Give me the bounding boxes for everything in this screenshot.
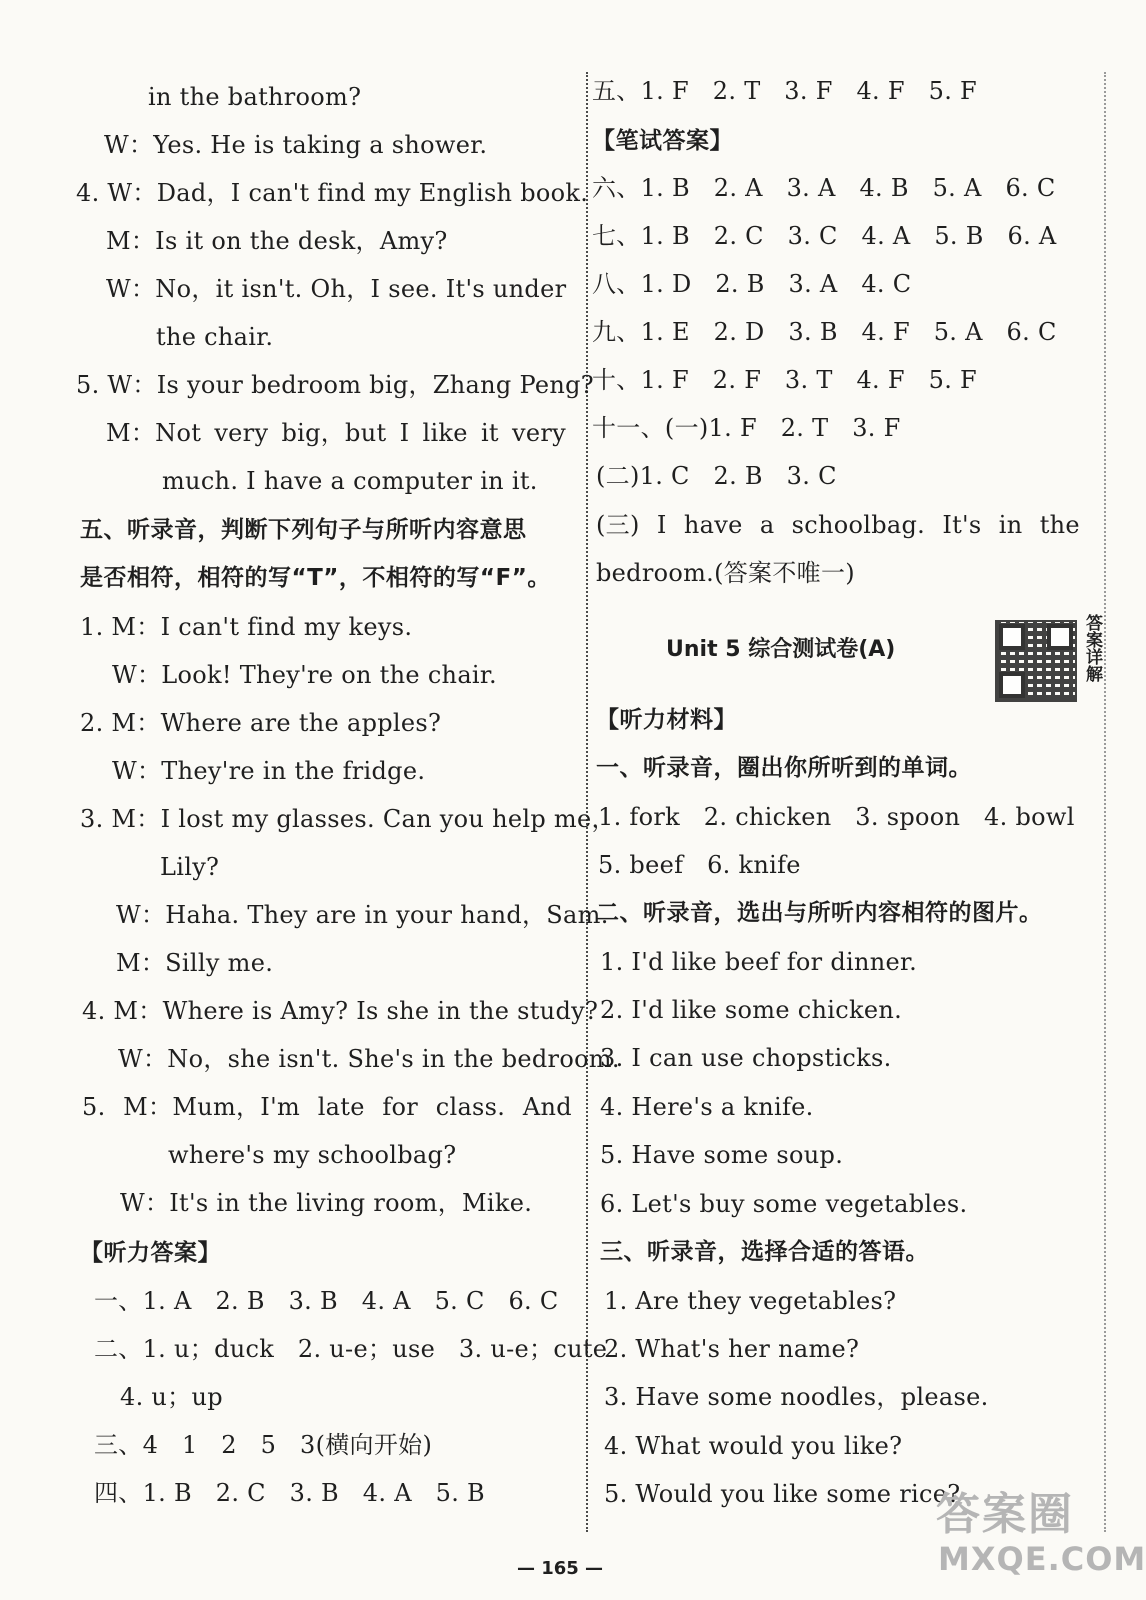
word: it <box>480 419 499 447</box>
word: a <box>759 511 775 539</box>
text-line: where's my schoolbag? <box>168 1141 457 1169</box>
word: M：Not <box>106 419 202 447</box>
text-line: 3. Have some noodles，please. <box>604 1383 989 1411</box>
word: like <box>422 419 468 447</box>
text-line: 1. M：I can't find my keys. <box>80 613 413 641</box>
text-line: 4. W：Dad，I can't find my English book. <box>76 179 589 207</box>
answer-line: bedroom.(答案不唯一) <box>596 559 855 587</box>
text-line: W：Haha. They are in your hand，Sam. <box>116 901 609 929</box>
section-heading: 五、听录音，判断下列句子与所听内容意思 <box>80 517 527 543</box>
text-line: W：They're in the fridge. <box>112 757 426 785</box>
section-heading: 是否相符，相符的写“T”，不相符的写“F”。 <box>80 565 551 591</box>
text-line: 2. What's her name? <box>604 1335 860 1363</box>
text-line: much. I have a computer in it. <box>162 467 538 495</box>
answer-line <box>596 510 1080 540</box>
unit-title: Unit 5 综合测试卷(A) <box>666 637 896 662</box>
word: schoolbag. <box>791 511 926 539</box>
word: have <box>683 511 743 539</box>
text-line: 5. Have some soup. <box>600 1141 844 1169</box>
watermark-logo <box>930 1478 1146 1588</box>
text-line: 1. I'd like beef for dinner. <box>600 948 918 976</box>
answer-line: 4. u；up <box>120 1383 223 1411</box>
text-line: 2. I'd like some chicken. <box>600 996 903 1024</box>
qr-label: 答案详解 <box>1082 614 1102 682</box>
answer-line: 五、1. F 2. T 3. F 4. F 5. F <box>592 77 978 105</box>
answer-line: 三、4 1 2 5 3(横向开始) <box>94 1431 433 1459</box>
word: And <box>522 1093 572 1121</box>
text-line: 6. Let's buy some vegetables. <box>600 1190 968 1218</box>
section-heading: 【笔试答案】 <box>592 128 733 154</box>
word: the <box>1039 511 1080 539</box>
text-line: 4. Here's a knife. <box>600 1093 814 1121</box>
word: late <box>317 1093 365 1121</box>
answer-line: 十一、(一)1. F 2. T 3. F <box>592 414 901 442</box>
text-line: 2. M：Where are the apples? <box>80 709 442 737</box>
word: big，but <box>281 419 387 447</box>
text-line <box>82 1092 572 1122</box>
page-number: — 165 — <box>516 1558 604 1579</box>
text-line <box>106 418 566 448</box>
section-heading: 【听力答案】 <box>80 1240 221 1266</box>
text-line: W：It's in the living room，Mike. <box>120 1189 533 1217</box>
text-line: 5. Would you like some rice? <box>604 1480 961 1508</box>
word: 5. <box>82 1093 106 1121</box>
word: in <box>998 511 1023 539</box>
word: very <box>512 419 566 447</box>
text-line: W：Yes. He is taking a shower. <box>104 131 488 159</box>
answer-line: 六、1. B 2. A 3. A 4. B 5. A 6. C <box>592 174 1056 202</box>
section-heading: 一、听录音，圈出你所听到的单词。 <box>596 755 972 781</box>
text-line: M：Silly me. <box>116 949 274 977</box>
text-line: 5. W：Is your bedroom big，Zhang Peng? <box>76 371 594 399</box>
answer-line: 八、1. D 2. B 3. A 4. C <box>592 270 912 298</box>
right-column <box>586 0 1120 1540</box>
qr-corner <box>999 624 1025 650</box>
answer-line: 九、1. E 2. D 3. B 4. F 5. A 6. C <box>592 318 1057 346</box>
word: class. <box>435 1093 506 1121</box>
answer-line: 七、1. B 2. C 3. C 4. A 5. B 6. A <box>592 222 1057 250</box>
text-line: 1. fork 2. chicken 3. spoon 4. bowl <box>598 803 1075 831</box>
qr-code[interactable] <box>995 620 1077 702</box>
text-line: in the bathroom? <box>148 83 362 111</box>
section-heading: 【听力材料】 <box>596 707 737 733</box>
word: It's <box>942 511 982 539</box>
text-line: 3. M：I lost my glasses. Can you help me， <box>80 805 616 833</box>
word: (三) <box>596 511 640 539</box>
answer-line: 一、1. A 2. B 3. B 4. A 5. C 6. C <box>94 1287 559 1315</box>
qr-corner <box>999 672 1025 698</box>
text-line: W：No，it isn't. Oh，I see. It's under <box>106 275 567 303</box>
answer-line: 二、1. u；duck 2. u-e；use 3. u-e；cute <box>94 1335 608 1363</box>
text-line: 4. What would you like? <box>604 1432 903 1460</box>
text-line: Lily? <box>160 853 220 881</box>
text-line: M：Is it on the desk，Amy? <box>106 227 448 255</box>
word: M：Mum，I'm <box>123 1093 301 1121</box>
text-line: 1. Are they vegetables? <box>604 1287 897 1315</box>
text-line: W：Look! They're on the chair. <box>112 661 497 689</box>
word: very <box>214 419 269 447</box>
text-line: W：No，she isn't. She's in the bedroom. <box>118 1045 620 1073</box>
section-heading: 三、听录音，选择合适的答语。 <box>600 1239 929 1265</box>
word: I <box>656 511 667 539</box>
text-line: the chair. <box>156 323 274 351</box>
watermark-cn: 答案圈 <box>936 1489 1074 1540</box>
section-heading: 二、听录音，选出与所听内容相符的图片。 <box>596 900 1043 926</box>
text-line: 5. beef 6. knife <box>598 851 801 879</box>
answer-line: 十、1. F 2. F 3. T 4. F 5. F <box>592 366 978 394</box>
text-line: 3. I can use chopsticks. <box>600 1044 892 1072</box>
watermark-en: MXQE.COM <box>938 1540 1146 1578</box>
answer-line: 四、1. B 2. C 3. B 4. A 5. B <box>94 1479 485 1507</box>
qr-corner <box>1047 624 1073 650</box>
answer-line: (二)1. C 2. B 3. C <box>596 462 837 490</box>
word: I <box>399 419 410 447</box>
text-line: 4. M：Where is Amy? Is she in the study? <box>82 997 599 1025</box>
word: for <box>382 1093 419 1121</box>
